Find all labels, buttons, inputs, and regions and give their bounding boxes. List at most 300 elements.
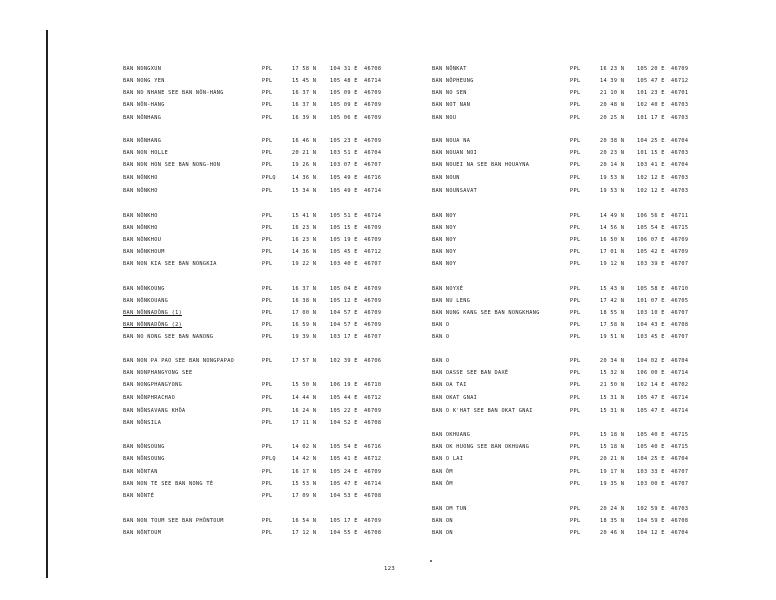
entry-type: PPL xyxy=(262,188,273,194)
entry-type: PPL xyxy=(570,188,581,194)
entry-type: PPL xyxy=(570,78,581,84)
entry-lon: 105 44 E xyxy=(330,395,358,401)
entry-type: PPL xyxy=(262,249,273,255)
entry-lat: 20 23 N xyxy=(600,150,625,156)
entry-name: BAN NONPHANGYONG SEE xyxy=(123,370,193,376)
entry-lon: 103 41 E xyxy=(637,162,665,168)
entry-type: PPL xyxy=(570,249,581,255)
entry-lat: 14 02 N xyxy=(292,444,317,450)
entry-type: PPL xyxy=(570,298,581,304)
entry-code: 46707 xyxy=(671,469,689,475)
entry-code: 46714 xyxy=(671,395,689,401)
entry-name: BAN NOUAN NOI xyxy=(432,150,478,156)
entry-lon: 105 40 E xyxy=(637,432,665,438)
entry-name: BAN NO NONG SEE BAN NANONG xyxy=(123,334,214,340)
entry-lat: 16 54 N xyxy=(292,518,317,524)
entry-lon: 105 23 E xyxy=(330,138,358,144)
entry-lat: 15 18 N xyxy=(600,432,625,438)
entry-lat: 19 53 N xyxy=(600,175,625,181)
entry-lat: 17 58 N xyxy=(600,322,625,328)
entry-lon: 102 59 E xyxy=(637,506,665,512)
entry-lat: 20 38 N xyxy=(600,138,625,144)
entry-lon: 104 12 E xyxy=(637,530,665,536)
entry-type: PPL xyxy=(262,78,273,84)
entry-lon: 102 14 E xyxy=(637,382,665,388)
entry-lon: 105 12 E xyxy=(330,298,358,304)
entry-lon: 102 12 E xyxy=(637,175,665,181)
entry-code: 46709 xyxy=(364,102,382,108)
entry-lat: 20 21 N xyxy=(600,456,625,462)
entry-lat: 16 37 N xyxy=(292,102,317,108)
entry-name: BAN NÔPHEUNG xyxy=(432,78,474,84)
entry-name: BAN OASSE SEE BAN DAXÉ xyxy=(432,370,509,376)
entry-lat: 17 57 N xyxy=(292,358,317,364)
entry-lon: 105 19 E xyxy=(330,237,358,243)
entry-type: PPL xyxy=(262,115,273,121)
entry-code: 46710 xyxy=(364,382,382,388)
entry-lat: 16 24 N xyxy=(292,408,317,414)
entry-code: 46709 xyxy=(364,138,382,144)
entry-lat: 16 59 N xyxy=(292,322,317,328)
entry-name: BAN NONGPHANGYONG xyxy=(123,382,183,388)
entry-type: PPL xyxy=(570,310,581,316)
entry-lon: 105 54 E xyxy=(637,225,665,231)
entry-lat: 14 42 N xyxy=(292,456,317,462)
entry-type: PPL xyxy=(262,322,273,328)
entry-lon: 106 07 E xyxy=(637,237,665,243)
entry-lat: 16 46 N xyxy=(292,138,317,144)
entry-type: PPLQ xyxy=(262,175,276,181)
entry-code: 46716 xyxy=(364,444,382,450)
entry-code: 46714 xyxy=(364,78,382,84)
entry-type: PPL xyxy=(570,162,581,168)
entry-code: 46709 xyxy=(671,237,689,243)
entry-lon: 102 40 E xyxy=(637,102,665,108)
entry-code: 46707 xyxy=(671,481,689,487)
entry-lat: 19 17 N xyxy=(600,469,625,475)
entry-lon: 105 04 E xyxy=(330,286,358,292)
entry-lat: 17 01 N xyxy=(600,249,625,255)
entry-code: 46703 xyxy=(671,115,689,121)
entry-name: BAN NON TE SEE BAN NONG TÉ xyxy=(123,481,214,487)
entry-code: 46707 xyxy=(671,334,689,340)
entry-lon: 104 55 E xyxy=(330,530,358,536)
entry-lon: 105 51 E xyxy=(330,213,358,219)
entry-type: PPL xyxy=(262,408,273,414)
entry-code: 46710 xyxy=(671,286,689,292)
entry-name: BAN NON PA PAO SEE BAN NONGPAPAO xyxy=(123,358,235,364)
entry-lat: 15 31 N xyxy=(600,408,625,414)
entry-lon: 103 07 E xyxy=(330,162,358,168)
entry-name: BAN NÔNKHOU xyxy=(123,237,162,243)
entry-lon: 103 51 E xyxy=(330,150,358,156)
entry-type: PPL xyxy=(570,286,581,292)
entry-name: BAN NOYXÉ xyxy=(432,286,464,292)
entry-type: PPL xyxy=(570,334,581,340)
entry-name: BAN NÔNKHO xyxy=(123,225,158,231)
entry-lat: 16 38 N xyxy=(292,298,317,304)
entry-code: 46705 xyxy=(671,298,689,304)
entry-name: BAN NOY xyxy=(432,261,457,267)
entry-lon: 105 20 E xyxy=(637,66,665,72)
entry-name: BAN NO SEN xyxy=(432,90,467,96)
entry-name: BAN ÔM xyxy=(432,469,453,475)
entry-code: 46703 xyxy=(671,150,689,156)
entry-name: BAN NÔNTOUM xyxy=(123,530,162,536)
entry-type: PPL xyxy=(570,237,581,243)
entry-lat: 20 24 N xyxy=(600,506,625,512)
entry-name: BAN NOUNSAVAT xyxy=(432,188,478,194)
entry-lon: 101 07 E xyxy=(637,298,665,304)
entry-code: 46704 xyxy=(671,530,689,536)
entry-lon: 101 15 E xyxy=(637,150,665,156)
entry-code: 46714 xyxy=(364,481,382,487)
entry-type: PPL xyxy=(570,261,581,267)
entry-name: BAN NÔNTAN xyxy=(123,469,158,475)
entry-code: 46709 xyxy=(364,90,382,96)
entry-name: BAN NOY xyxy=(432,237,457,243)
entry-code: 46712 xyxy=(364,456,382,462)
page-number: 123 xyxy=(384,566,396,572)
entry-name: BAN NÔNNADÔNG (2) xyxy=(123,322,183,328)
entry-lon: 105 48 E xyxy=(330,78,358,84)
entry-code: 46707 xyxy=(671,261,689,267)
entry-name: BAN ON xyxy=(432,518,453,524)
entry-code: 46708 xyxy=(671,518,689,524)
entry-lat: 17 42 N xyxy=(600,298,625,304)
entry-name: BAN NÔNKHO xyxy=(123,213,158,219)
entry-lat: 15 31 N xyxy=(600,395,625,401)
entry-type: PPL xyxy=(570,358,581,364)
entry-type: PPL xyxy=(262,481,273,487)
entry-type: PPL xyxy=(570,225,581,231)
entry-code: 46701 xyxy=(671,90,689,96)
entry-code: 46703 xyxy=(671,188,689,194)
entry-lon: 105 47 E xyxy=(330,481,358,487)
entry-code: 46703 xyxy=(671,506,689,512)
entry-lon: 103 10 E xyxy=(637,310,665,316)
entry-lat: 14 56 N xyxy=(600,225,625,231)
entry-name: BAN NUNG KANG SEE BAN NONGKHANG xyxy=(432,310,540,316)
entry-type: PPL xyxy=(570,444,581,450)
entry-name: BAN NÔNKAT xyxy=(432,66,467,72)
entry-code: 46709 xyxy=(671,66,689,72)
entry-lon: 105 17 E xyxy=(330,518,358,524)
entry-lon: 104 43 E xyxy=(637,322,665,328)
entry-type: PPL xyxy=(570,395,581,401)
entry-type: PPL xyxy=(570,322,581,328)
entry-lon: 104 25 E xyxy=(637,456,665,462)
entry-type: PPL xyxy=(262,102,273,108)
entry-lat: 20 21 N xyxy=(292,150,317,156)
entry-type: PPL xyxy=(570,432,581,438)
entry-lon: 105 09 E xyxy=(330,102,358,108)
entry-name: BAN NON TOUM SEE BAN PHÔNTOUM xyxy=(123,518,224,524)
entry-name: BAN NONGXUN xyxy=(123,66,162,72)
entry-type: PPL xyxy=(262,420,273,426)
entry-lat: 14 36 N xyxy=(292,249,317,255)
entry-lon: 105 40 E xyxy=(637,444,665,450)
entry-code: 46709 xyxy=(364,115,382,121)
entry-code: 46706 xyxy=(364,358,382,364)
entry-name: BAN NOUN xyxy=(432,175,460,181)
entry-lat: 15 45 N xyxy=(292,78,317,84)
entry-name: BAN NOY xyxy=(432,225,457,231)
entry-name: BAN NÔNHANG xyxy=(123,115,162,121)
entry-type: PPL xyxy=(570,456,581,462)
entry-lat: 15 53 N xyxy=(292,481,317,487)
entry-lat: 17 58 N xyxy=(292,66,317,72)
entry-lat: 20 14 N xyxy=(600,162,625,168)
entry-lon: 102 39 E xyxy=(330,358,358,364)
entry-code: 46704 xyxy=(671,456,689,462)
entry-code: 46709 xyxy=(364,286,382,292)
entry-lon: 105 22 E xyxy=(330,408,358,414)
entry-lat: 17 00 N xyxy=(292,310,317,316)
entry-lat: 16 50 N xyxy=(600,237,625,243)
entry-code: 46707 xyxy=(364,162,382,168)
entry-lon: 105 47 E xyxy=(637,78,665,84)
entry-lon: 105 45 E xyxy=(330,249,358,255)
entry-name: BAN NON HON SEE BAN NONG-HON xyxy=(123,162,221,168)
entry-code: 46709 xyxy=(364,518,382,524)
entry-name: BAN NOY xyxy=(432,249,457,255)
entry-lat: 16 23 N xyxy=(292,225,317,231)
entry-name: BAN NOUA NA xyxy=(432,138,471,144)
entry-lon: 103 33 E xyxy=(637,469,665,475)
entry-type: PPL xyxy=(570,518,581,524)
entry-code: 46709 xyxy=(364,298,382,304)
entry-type: PPL xyxy=(262,237,273,243)
entry-name: BAN NON HOLLE xyxy=(123,150,169,156)
entry-lon: 105 06 E xyxy=(330,115,358,121)
entry-name: BAN NÔNSOUNG xyxy=(123,456,165,462)
entry-type: PPL xyxy=(570,481,581,487)
entry-lat: 19 26 N xyxy=(292,162,317,168)
entry-name: BAN O xyxy=(432,334,450,340)
entry-code: 46707 xyxy=(671,310,689,316)
entry-type: PPL xyxy=(262,493,273,499)
entry-lon: 103 40 E xyxy=(330,261,358,267)
entry-type: PPL xyxy=(262,138,273,144)
entry-type: PPL xyxy=(570,506,581,512)
entry-lat: 19 22 N xyxy=(292,261,317,267)
entry-code: 46708 xyxy=(364,420,382,426)
entry-type: PPL xyxy=(262,358,273,364)
entry-lat: 18 55 N xyxy=(600,310,625,316)
entry-code: 46704 xyxy=(671,358,689,364)
entry-name: BAN NOU xyxy=(432,115,457,121)
entry-lat: 20 48 N xyxy=(600,102,625,108)
entry-lat: 19 51 N xyxy=(600,334,625,340)
entry-type: PPL xyxy=(262,66,273,72)
entry-lon: 104 25 E xyxy=(637,138,665,144)
entry-name: BAN NÔNKHO xyxy=(123,175,158,181)
entry-lat: 15 18 N xyxy=(600,444,625,450)
entry-type: PPL xyxy=(262,261,273,267)
entry-type: PPL xyxy=(262,298,273,304)
entry-lat: 20 25 N xyxy=(600,115,625,121)
entry-type: PPL xyxy=(570,115,581,121)
entry-lon: 106 00 E xyxy=(637,370,665,376)
entry-lat: 19 53 N xyxy=(600,188,625,194)
entry-code: 46704 xyxy=(364,150,382,156)
entry-lon: 105 47 E xyxy=(637,408,665,414)
entry-lon: 103 17 E xyxy=(330,334,358,340)
entry-lon: 104 53 E xyxy=(330,493,358,499)
entry-code: 46709 xyxy=(364,408,382,414)
entry-type: PPL xyxy=(262,310,273,316)
entry-lon: 105 41 E xyxy=(330,456,358,462)
entry-name: BAN OA TAI xyxy=(432,382,467,388)
entry-code: 46715 xyxy=(671,432,689,438)
entry-code: 46715 xyxy=(671,225,689,231)
entry-type: PPL xyxy=(570,90,581,96)
entry-type: PPL xyxy=(570,213,581,219)
entry-lat: 21 10 N xyxy=(600,90,625,96)
entry-lat: 17 12 N xyxy=(292,530,317,536)
entry-name: BAN NÔNNADÔNG (1) xyxy=(123,310,183,316)
entry-code: 46707 xyxy=(364,334,382,340)
entry-name: BAN NÔNSAVANG KHÔA xyxy=(123,408,186,414)
entry-type: PPL xyxy=(570,138,581,144)
entry-name: BAN NÔNSOUNG xyxy=(123,444,165,450)
entry-lon: 105 47 E xyxy=(637,395,665,401)
entry-type: PPL xyxy=(570,66,581,72)
entry-lon: 103 45 E xyxy=(637,334,665,340)
entry-code: 46712 xyxy=(364,249,382,255)
entry-type: PPL xyxy=(570,370,581,376)
entry-name: BAN NÔNHANG xyxy=(123,138,162,144)
entry-lon: 106 56 E xyxy=(637,213,665,219)
entry-lat: 16 17 N xyxy=(292,469,317,475)
entry-name: BAN O LAI xyxy=(432,456,464,462)
entry-code: 46703 xyxy=(671,102,689,108)
entry-code: 46708 xyxy=(364,66,382,72)
entry-type: PPL xyxy=(262,518,273,524)
entry-lon: 105 49 E xyxy=(330,188,358,194)
entry-code: 46709 xyxy=(364,237,382,243)
entry-type: PPL xyxy=(570,530,581,536)
entry-name: BAN NON KIA SEE BAN NONGKIA xyxy=(123,261,217,267)
entry-lat: 16 37 N xyxy=(292,286,317,292)
entry-lon: 101 17 E xyxy=(637,115,665,121)
entry-lat: 18 35 N xyxy=(600,518,625,524)
entry-lat: 20 46 N xyxy=(600,530,625,536)
entry-name: BAN ÔM xyxy=(432,481,453,487)
entry-lat: 17 09 N xyxy=(292,493,317,499)
entry-code: 46712 xyxy=(671,78,689,84)
entry-code: 46714 xyxy=(364,213,382,219)
entry-type: PPL xyxy=(262,334,273,340)
entry-type: PPL xyxy=(262,90,273,96)
entry-type: PPL xyxy=(570,408,581,414)
entry-type: PPL xyxy=(262,213,273,219)
entry-lat: 15 32 N xyxy=(600,370,625,376)
entry-code: 46715 xyxy=(671,444,689,450)
entry-code: 46709 xyxy=(364,310,382,316)
entry-code: 46714 xyxy=(671,408,689,414)
entry-lon: 105 42 E xyxy=(637,249,665,255)
entry-lon: 104 02 E xyxy=(637,358,665,364)
entry-type: PPL xyxy=(570,150,581,156)
entry-type: PPL xyxy=(262,382,273,388)
entry-lon: 105 54 E xyxy=(330,444,358,450)
entry-lat: 14 49 N xyxy=(600,213,625,219)
entry-type: PPLQ xyxy=(262,456,276,462)
entry-lat: 15 43 N xyxy=(600,286,625,292)
entry-name: BAN ON xyxy=(432,530,453,536)
entry-name: BAN NÔNKOUANG xyxy=(123,298,169,304)
entry-lat: 19 39 N xyxy=(292,334,317,340)
entry-code: 46709 xyxy=(364,225,382,231)
entry-code: 46708 xyxy=(364,493,382,499)
entry-name: BAN OKAT GNAI xyxy=(432,395,478,401)
entry-type: PPL xyxy=(262,225,273,231)
entry-name: BAN O K'HAT SEE BAN OKAT GNAI xyxy=(432,408,533,414)
entry-name: BAN OKHUANG xyxy=(432,432,471,438)
entry-type: PPL xyxy=(570,469,581,475)
entry-lat: 16 39 N xyxy=(292,115,317,121)
entry-name: BAN NOY xyxy=(432,213,457,219)
entry-name: BAN NÔNPHRACHAO xyxy=(123,395,176,401)
entry-lat: 14 44 N xyxy=(292,395,317,401)
entry-lon: 104 52 E xyxy=(330,420,358,426)
entry-code: 46709 xyxy=(364,322,382,328)
entry-name: BAN OK HUONG SEE BAN OKHUANG xyxy=(432,444,530,450)
entry-name: BAN NÔNTÉ xyxy=(123,493,155,499)
entry-lon: 105 58 E xyxy=(637,286,665,292)
entry-code: 46709 xyxy=(671,249,689,255)
entry-code: 46703 xyxy=(671,175,689,181)
entry-lon: 104 57 E xyxy=(330,322,358,328)
entry-lon: 105 09 E xyxy=(330,90,358,96)
entry-lon: 105 15 E xyxy=(330,225,358,231)
entry-name: BAN NÔNSILA xyxy=(123,420,162,426)
entry-lon: 104 59 E xyxy=(637,518,665,524)
entry-code: 46702 xyxy=(671,382,689,388)
entry-code: 46708 xyxy=(364,530,382,536)
entry-lat: 19 12 N xyxy=(600,261,625,267)
entry-code: 46716 xyxy=(364,175,382,181)
entry-type: PPL xyxy=(262,395,273,401)
entry-code: 46704 xyxy=(671,162,689,168)
entry-lat: 15 34 N xyxy=(292,188,317,194)
entry-code: 46712 xyxy=(364,395,382,401)
entry-type: PPL xyxy=(262,150,273,156)
entry-lon: 104 31 E xyxy=(330,66,358,72)
entry-lon: 103 39 E xyxy=(637,261,665,267)
entry-lat: 20 34 N xyxy=(600,358,625,364)
entry-lat: 19 35 N xyxy=(600,481,625,487)
stray-mark xyxy=(430,560,432,562)
margin-rule xyxy=(46,30,48,578)
entry-lon: 105 24 E xyxy=(330,469,358,475)
entry-lon: 103 00 E xyxy=(637,481,665,487)
entry-name: BAN NÔNKHOUM xyxy=(123,249,165,255)
entry-lat: 16 37 N xyxy=(292,90,317,96)
entry-lat: 15 41 N xyxy=(292,213,317,219)
entry-lat: 17 11 N xyxy=(292,420,317,426)
entry-name: BAN NONG YEN xyxy=(123,78,165,84)
entry-lon: 105 49 E xyxy=(330,175,358,181)
entry-code: 46711 xyxy=(671,213,689,219)
entry-name: BAN NÔNKHO xyxy=(123,188,158,194)
entry-name: BAN NU LENG xyxy=(432,298,471,304)
entry-lat: 16 23 N xyxy=(600,66,625,72)
entry-type: PPL xyxy=(262,162,273,168)
entry-lon: 102 12 E xyxy=(637,188,665,194)
